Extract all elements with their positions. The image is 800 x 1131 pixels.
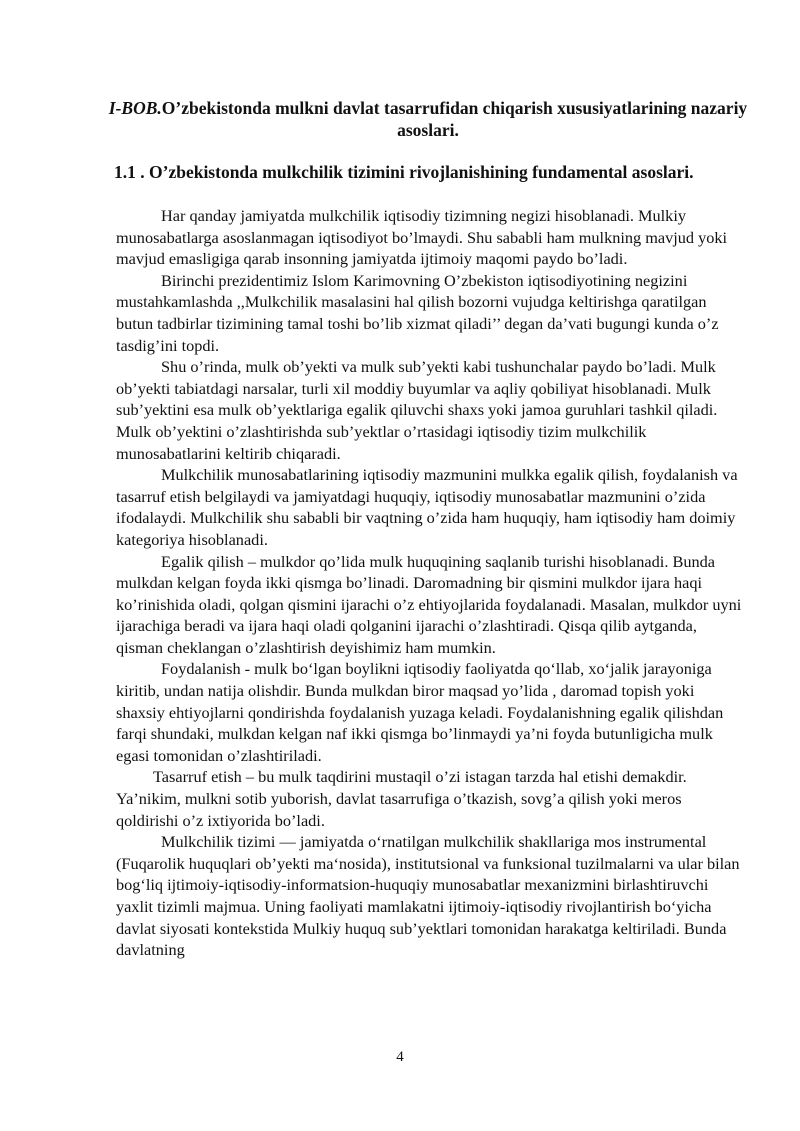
paragraph: Egalik qilish – mulkdor qo’lida mulk huquqining saqlanib turishi hisoblanadi. Bunda mulkdan kelgan foyda ikki qismga bo’linadi. Daromadning bir qismini mulkdor ijara haqi ko’rinishida oladi, qolgan qismini ijarachi o’z ehtiyojlarida foydalanadi. Masalan, mulkdor uyni ijarachiga beradi va ijara haqi oladi qolganini ijarachi o’zlashtiradi. Qisqa qilib aytganda, qisman cheklangan o’zlashtirish deyishimiz ham mumkin. [116,551,742,657]
paragraph: Mulkchilik munosabatlarining iqtisodiy mazmunini mulkka egalik qilish, foydalanish va tasarruf etish belgilaydi va jamiyatdagi huquqiy, iqtisodiy munosabatlar mazmunini o’zida ifodalaydi. Mulkchilik shu sababli bir vaqtning o’zida ham huquqiy, ham iqtisodiy ham doimiy kategoriya hisoblanadi. [116,465,738,549]
section-title: 1.1 . O’zbekistonda mulkchilik tizimini rivojlanishining fundamental asoslari. [114,162,694,182]
chapter-title [108,97,748,141]
chapter-label: I-BOB. [108,98,162,118]
paragraph: Birinchi prezidentimiz Islom Karimovning O’zbekiston iqtisodiyotining negizini mustahkamlashda ,,Mulkchilik masalasini hal qilish bozorni vujudga keltirishga qaratilgan butun tadbirlar tizimining tamal toshi bo’lib xizmat qiladi’’ degan da’vati bugungi kunda o’z tasdig’ini topdi. [116,270,719,355]
paragraph: Mulkchilik tizimi — jamiyatda o‘rnatilgan mulkchilik shakllariga mos instrumental (Fuqarolik huquqlari ob’yekti ma‘nosida), institutsional va funksional tuzilmalarni va ular bilan bog‘liq ijtimoiy-iqtisodiy-informatsion-huquqiy munosabatlar mexanizmini birlashtiruvchi yaxlit tizimli majmua. Uning faoliyati mamlakatni ijtimoiy-iqtisodiy rivojlantirish bo‘yicha davlat siyosati kontekstida Mulkiy huquq sub’yektlari tomonidan harakatga keltiriladi. Bunda davlatning [116,832,740,960]
paragraph: Foydalanish - mulk bo‘lgan boylikni iqtisodiy faoliyatda qo‘llab, xo‘jalik jarayoniga kiritib, undan natija olishdir. Bunda mulkdan biror maqsad yo’lida , daromad topish yoki shaxsiy ehtiyojlarni qondirishda foydalanish yuzaga keladi. Foydalanishning egalik qilishdan farqi shundaki, mulkdan kelgan naf ikki qismga bo’linmaydi ya’ni foyda butunligicha mulk egasi tomonidan o’zlashtiriladi. [116,659,724,765]
chapter-title-text: O’zbekistonda mulkni davlat tasarrufidan chiqarish xususiyatlarining nazariy asoslari. [161,98,748,140]
paragraph: Tasarruf etish – bu mulk taqdirini mustaqil o’zi istagan tarzda hal etishi demakdir. Ya’nikim, mulkni sotib yuborish, davlat tasarrufiga o’tkazish, sovg’a qilish yoki meros qoldirishi o’z ixtiyorida bo’ladi. [116,767,687,830]
paragraph: Har qanday jamiyatda mulkchilik iqtisodiy tizimning negizi hisoblanadi. Mulkiy munosabatlarga asoslanmagan iqtisodiyot bo’lmaydi. Shu sababli ham mulkning mavjud yoki mavjud emasligiga qarab insonning jamiyatda ijtimoiy maqomi paydo bo’ladi. [116,206,728,269]
body-text [116,205,744,961]
page-number: 4 [396,1049,404,1065]
paragraph: Shu o’rinda, mulk ob’yekti va mulk sub’yekti kabi tushunchalar paydo bo’ladi. Mulk ob’yekti tabiatdagi narsalar, turli xil moddiy buyumlar va aqliy qobiliyat hisoblanadi. Mulk sub’yektini esa mulk ob’yektlariga egalik qiluvchi shaxs yoki jamoa guruhlari tashkil qiladi. Mulk ob’yektini o’zlashtirishda sub’yektlar o’rtasidagi iqtisodiy tizim mulkchilik munosabatlarini keltirib chiqaradi. [116,357,718,463]
